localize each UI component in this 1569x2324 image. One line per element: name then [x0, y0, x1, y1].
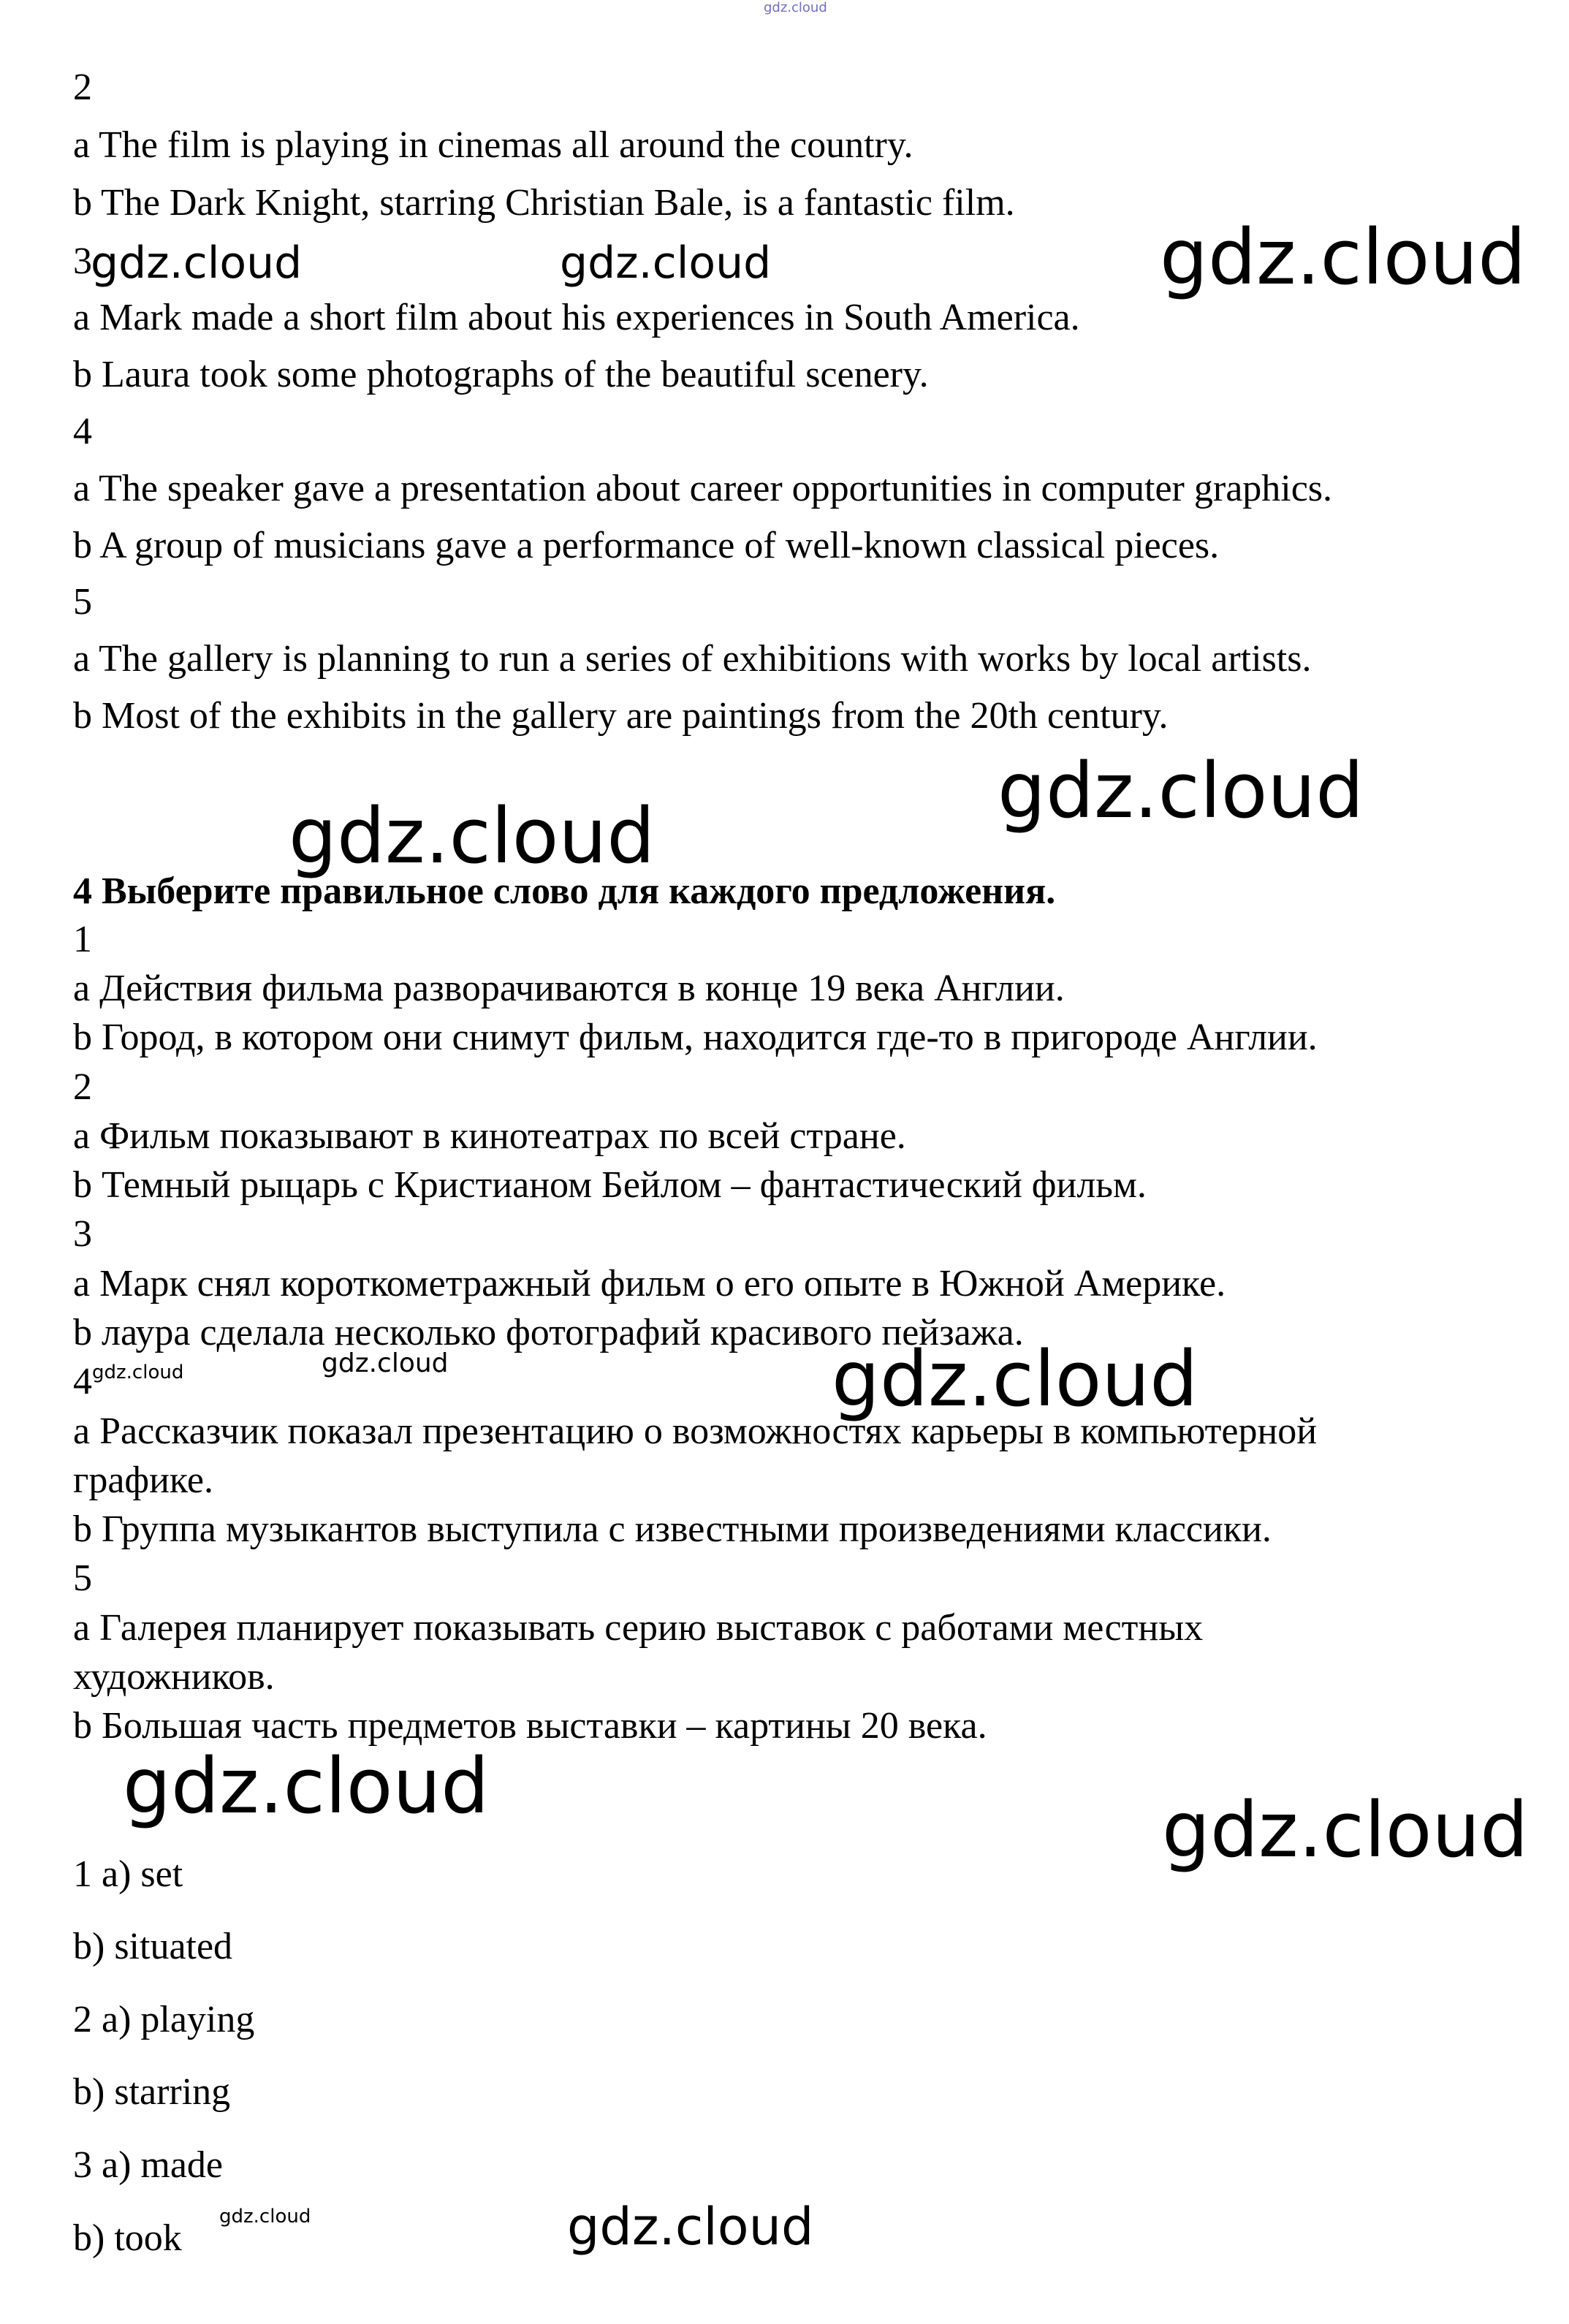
sentence-line: b The Dark Knight, starring Christian Bale, is a fantastic film.: [73, 182, 1015, 224]
watermark: gdz.cloud: [998, 746, 1364, 835]
sentence-line: b Laura took some photographs of the beautiful scenery.: [73, 354, 929, 395]
item-number: 2: [73, 67, 92, 108]
answer-line: b) took: [73, 2217, 182, 2259]
item-number: 2: [73, 1066, 92, 1108]
watermark: gdz.cloud: [322, 1348, 449, 1378]
answer-line: b) situated: [73, 1926, 233, 1967]
answer-line: 1 a) set: [73, 1853, 183, 1895]
translation-line: b Большая часть предметов выставки – картины 20 века.: [73, 1705, 987, 1747]
answer-line: b) starring: [73, 2071, 231, 2113]
sentence-line: a The speaker gave a presentation about career opportunities in computer graphics.: [73, 468, 1333, 509]
translation-line: b Темный рыцарь с Кристианом Бейлом – фантастический фильм.: [73, 1164, 1147, 1206]
item-number: 4: [73, 411, 92, 452]
sentence-line: a The gallery is planning to run a series of exhibitions with works by local artists.: [73, 638, 1312, 680]
sentence-line: a Mark made a short film about his experiences in South America.: [73, 297, 1080, 338]
translation-line: b Группа музыкантов выступила с известными произведениями классики.: [73, 1508, 1272, 1550]
translation-line: a Рассказчик показал презентацию о возможностях карьеры в компьютерной: [73, 1410, 1318, 1452]
header-watermark: gdz.cloud: [764, 0, 827, 15]
watermark: gdz.cloud: [1160, 213, 1527, 302]
translation-line: a Фильм показывают в кинотеатрах по всей стране.: [73, 1115, 906, 1157]
translation-line: b лаура сделала несколько фотографий красивого пейзажа.: [73, 1312, 1024, 1353]
item-number: 3: [73, 240, 92, 282]
watermark: gdz.cloud: [91, 238, 303, 289]
translation-line: графике.: [73, 1459, 213, 1501]
item-number: 3: [73, 1213, 92, 1255]
watermark: gdz.cloud: [123, 1742, 490, 1831]
item-number: 4: [73, 1361, 92, 1402]
translation-line: a Действия фильма разворачиваются в конце 19 века Англии.: [73, 968, 1065, 1009]
sentence-line: b Most of the exhibits in the gallery are paintings from the 20th century.: [73, 695, 1169, 737]
watermark: gdz.cloud: [92, 1362, 184, 1383]
translation-line: a Галерея планирует показывать серию выставок с работами местных: [73, 1607, 1204, 1649]
translation-line: художников.: [73, 1656, 275, 1698]
item-number: 1: [73, 919, 92, 960]
item-number: 5: [73, 581, 92, 623]
answer-line: 2 a) playing: [73, 1999, 255, 2040]
watermark: gdz.cloud: [567, 2197, 814, 2257]
watermark: gdz.cloud: [289, 791, 656, 881]
item-number: 5: [73, 1557, 92, 1599]
watermark: gdz.cloud: [1162, 1785, 1529, 1875]
watermark: gdz.cloud: [832, 1334, 1198, 1424]
task-heading: 4 Выберите правильное слово для каждого предложения.: [73, 870, 1056, 912]
sentence-line: a The film is playing in cinemas all around the country.: [73, 124, 913, 166]
answer-line: 3 a) made: [73, 2144, 224, 2186]
sentence-line: b A group of musicians gave a performance of well-known classical pieces.: [73, 525, 1220, 566]
watermark: gdz.cloud: [219, 2206, 311, 2228]
translation-line: b Город, в котором они снимут фильм, находится где-то в пригороде Англии.: [73, 1017, 1318, 1058]
translation-line: a Марк снял короткометражный фильм о его опыте в Южной Америке.: [73, 1263, 1226, 1305]
watermark: gdz.cloud: [560, 238, 772, 289]
